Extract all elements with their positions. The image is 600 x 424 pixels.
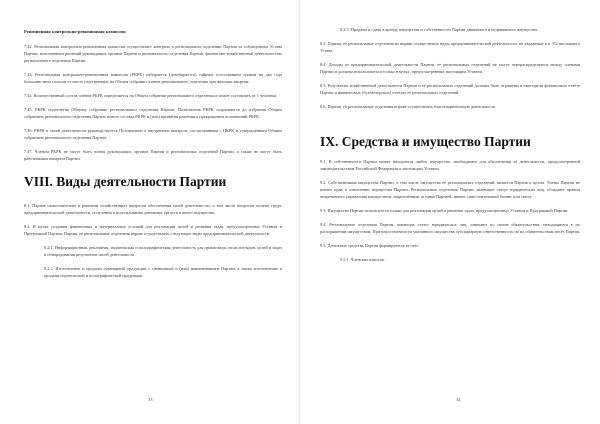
paragraph: 8.3. Партия, её региональные отделения не вправе осуществлять виды предпринимательской деятельности, не указанные в п. 8.2 настоящего Устава. [320, 41, 580, 53]
paragraph: 9.1. В собственности Партии может находиться любое имущество, необходимое для обеспечения её деятельности, предусмотренной законодательством Российской Федерации и настоящим Уставом. [320, 159, 580, 171]
sub-item: 8.2.1. Информационная, рекламная, издательская и полиграфическая деятельность для пропаганды своих взглядов, целей и задач и обнародования результатов своей деятельности. [44, 245, 282, 257]
paragraph: 9.5. Денежные средства Партии формируются за счёт: [320, 243, 420, 248]
section-heading: Ревизионная контрольно-ревизионная комиссия [24, 29, 126, 34]
chapter-title: VIII. Виды деятельности Партии [24, 174, 227, 189]
page-number: 33 [148, 397, 153, 402]
right-page [300, 0, 600, 424]
paragraph: 7.47. Членом РКРК не могут быть члены руководящих органов Партии и региональных отделений Партии, а также не могут быть работниками аппарата Партии. [24, 149, 282, 161]
sub-item: 8.2.3. Продажа и сдача в аренду имущества и собственности Партии движимого и недвижимого имущества. [340, 27, 539, 32]
paragraph: 9.3. Имущество Партии используется только для реализации целей и решения задач, предусмотренных Уставом и Программой Партии. [320, 208, 569, 213]
paragraph: 8.2. В целях создания финансовых и материальных условий для реализации целей и решения задач, предусмотренных Уставом и Программой Партии, Партия, её региональные отделения вправе осуществлять следующие виды предпринимательской деятельности: [24, 224, 282, 236]
paragraph: 9.2. Собственником имущества Партии, в том числе имущества её региональных отделений, является Партия в целом. Члены Партии не имеют прав в отношении имущества Партии. Региональные отделения Партии, имеющие статус юридических лиц, обладают правом оперативного управления имуществом, закреплённым за ними Партией, имеют самостоятельный баланс или смету. [320, 180, 580, 199]
paragraph: 8.6. Партия, её региональные отделения вправе осуществлять благотворительную деятельность. [320, 104, 497, 109]
paragraph: 7.43. Региональная контрольно-ревизионная комиссия (РКРК) избирается (доизбирается) тайным голосованием сроком на два года большинством голосов от числа участвующих на Общем собрании членов регионального отделения при наличии кворума. [24, 72, 282, 84]
sub-item: 8.2.2. Изготовление и продажа сувенирной продукции с символикой и (или) наименованием Партии, а также изготовление и продажа издательской и полиграфической продукции. [44, 266, 282, 278]
paragraph: 9.4. Региональные отделения Партии, имеющие статус юридических лиц, отвечают по своим обязательствам, находящимся в их распоряжении имуществом. При недостаточности указанного имущества субсидиарную ответственность по их обязательствам несёт Партия. [320, 222, 580, 234]
paragraph: 7.46. РКРК в своей деятельности руководствуется Положением о внутреннем контроле, согласованным с ЦКРК и утверждённым Общим собранием регионального отделения Партии. [24, 128, 282, 140]
paragraph: 8.1. Партия самостоятельна в решении хозяйственных вопросов обеспечения своей деятельности, в том числе вопросов оплаты труда, предпринимательской деятельности, получения и использования денежных средств и иного имущества. [24, 203, 282, 215]
sub-item: 9.5.1. Членских взносов. [340, 257, 385, 262]
chapter-title: IX. Средства и имущество Партии [320, 134, 531, 149]
page-number: 34 [456, 397, 461, 402]
paragraph: 7.42. Региональная контрольно-ревизионная комиссия осуществляет контроль в региональном отделении Партии за соблюдением Устава Партии, исполнением решений руководящих органов Партии и регионального отделения Партии, финансово-хозяйственной деятельностью регионального отделения Партии. [24, 44, 282, 63]
paragraph: 8.5. Результаты хозяйственной деятельности Партии и её региональных отделений должны быть отражены в ежегодном финансовом отчёте Партии и финансовых (бухгалтерских) отчётах её региональных отделений. [320, 83, 580, 95]
paragraph: 8.4. Доходы от предпринимательской деятельности Партии, её региональных отделений не могут перераспределяться между членами Партии и должны использоваться только в целях, предусмотренных настоящим Уставом. [320, 62, 580, 74]
paragraph: 7.44. Количественный состав членов РКРК определяется на Общем собрании регионального отделения и может составлять от 1 человека. [24, 93, 278, 98]
paragraph: 7.45. РКРК подотчётна Общему собранию регионального отделения Партии. Полномочия РКРК сохраняются до избрания Общим собранием регионального отделения Партии нового состава РКРК и (или) принятия решения о прекращении полномочий РКРК. [24, 107, 282, 119]
